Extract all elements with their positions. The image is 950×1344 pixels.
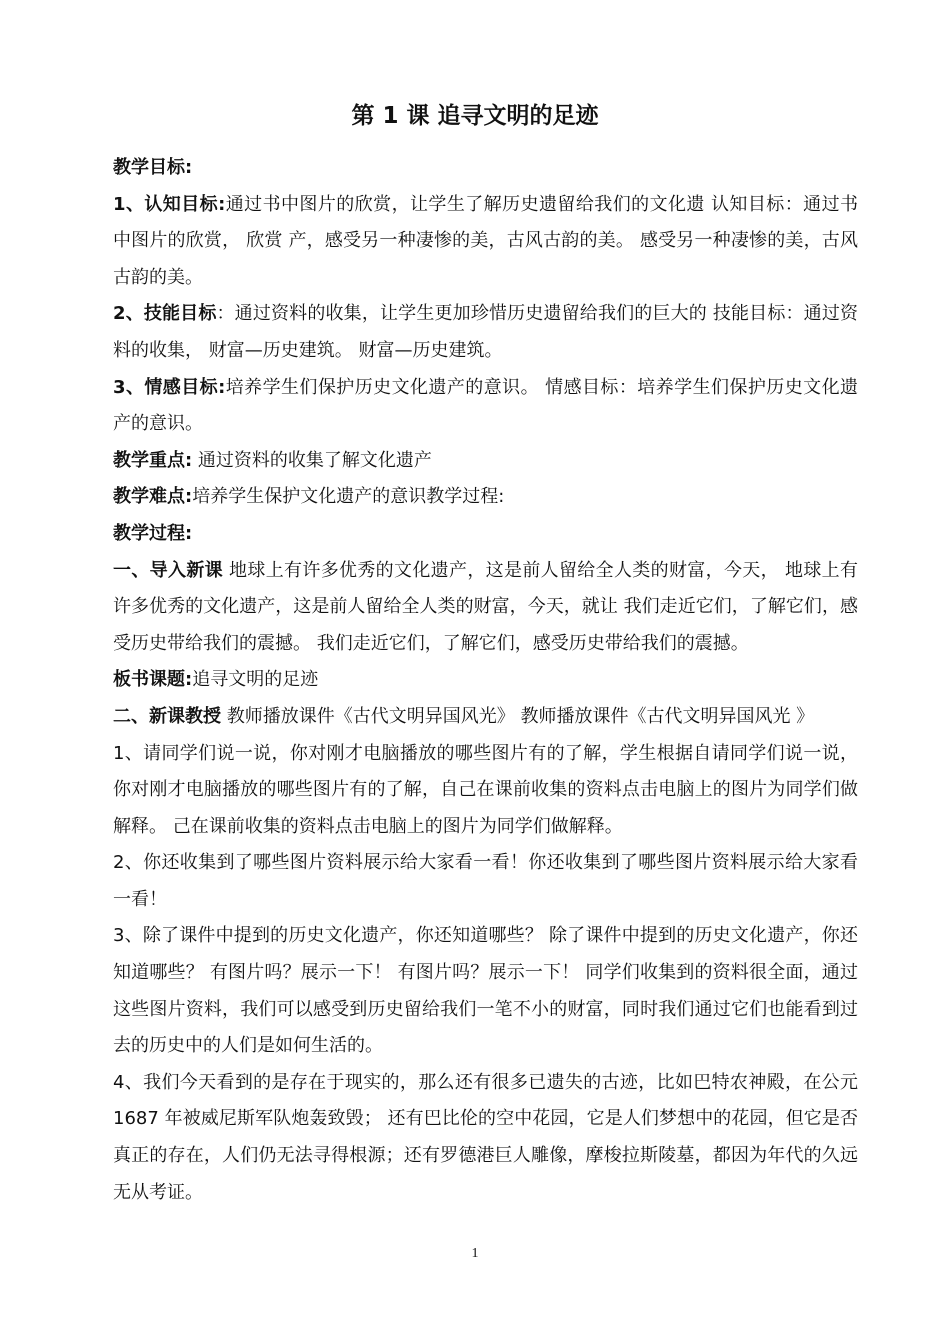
paragraph bbox=[113, 918, 858, 1064]
paragraph bbox=[113, 187, 858, 297]
paragraph-label: 教学过程: bbox=[113, 522, 193, 544]
paragraph bbox=[113, 479, 858, 516]
paragraph-text: 培养学生们保护历史文化遗产的意识。 情感目标：培养学生们保护历史文化遗产的意识。 bbox=[113, 376, 858, 435]
paragraph bbox=[113, 736, 858, 846]
paragraph-text: ：通过资料的收集，让学生更加珍惜历史遗留给我们的巨大的 技能目标：通过资料的收集， 财富—历史建筑。 财富—历史建筑。 bbox=[113, 303, 858, 361]
paragraph bbox=[113, 150, 858, 187]
lesson-body bbox=[113, 150, 858, 1211]
paragraph-label: 板书课题: bbox=[113, 669, 193, 691]
paragraph-label: 二、新课教授 bbox=[113, 705, 221, 727]
paragraph-text: 3、除了课件中提到的历史文化遗产，你还知道哪些？ 除了课件中提到的历史文化遗产，你还知道哪些？ 有图片吗？展示一下！ 有图片吗？展示一下！ 同学们收集到的资料很全面，通过这些图片资料，我们可以感受到历史留给我们一笔不小的财富，同时我们通过它们也能看到过去的历史中的人们是如何生活的。 bbox=[113, 925, 858, 1057]
paragraph-text: 地球上有许多优秀的文化遗产，这是前人留给全人类的财富，今天， 地球上有许多优秀的文化遗产，这是前人留给全人类的财富，今天，就让 我们走近它们，了解它们，感受历史带给我们的震撼。 我们走近它们，了解它们，感受历史带给我们的震撼。 bbox=[113, 559, 858, 654]
paragraph-text: 通过书中图片的欣赏，让学生了解历史遗留给我们的文化遗 认知目标：通过书中图片的欣赏， 欣赏 产，感受另一种凄惨的美，古风古韵的美。 感受另一种凄惨的美，古风古韵的美。 bbox=[113, 193, 858, 288]
paragraph-label: 3、情感目标: bbox=[113, 376, 226, 398]
paragraph bbox=[113, 699, 858, 736]
paragraph bbox=[113, 1065, 858, 1211]
paragraph-label: 教学重点: bbox=[113, 449, 193, 471]
paragraph bbox=[113, 516, 858, 553]
paragraph-text: 培养学生保护文化遗产的意识教学过程: bbox=[192, 486, 505, 508]
paragraph-label: 1、认知目标: bbox=[113, 193, 226, 215]
paragraph-text: 2、你还收集到了哪些图片资料展示给大家看一看！你还收集到了哪些图片资料展示给大家看一看！ bbox=[113, 852, 858, 910]
paragraph-text: 4、我们今天看到的是存在于现实的，那么还有很多已遗失的古迹，比如巴特农神殿，在公元 1687 年被威尼斯军队炮轰致毁； 还有巴比伦的空中花园，它是人们梦想中的花园，但它是否真正的存在，人们仍无法寻得根源；还有罗德港巨人雕像，摩梭拉斯陵墓，都因为年代的久远无从考证。 bbox=[113, 1071, 858, 1203]
paragraph-label: 一、导入新课 bbox=[113, 559, 223, 581]
paragraph-text: 1、请同学们说一说，你对刚才电脑播放的哪些图片有的了解，学生根据自请同学们说一说，你对刚才电脑播放的哪些图片有的了解，自己在课前收集的资料点击电脑上的图片为同学们做解释。 己在课前收集的资料点击电脑上的图片为同学们做解释。 bbox=[113, 742, 858, 837]
lesson-title: 第 1 课 追寻文明的足迹 bbox=[351, 103, 599, 129]
paragraph bbox=[113, 296, 858, 369]
paragraph-text: 追寻文明的足迹 bbox=[192, 669, 319, 691]
paragraph bbox=[113, 443, 858, 480]
paragraph-label: 教学目标: bbox=[113, 157, 193, 178]
paragraph bbox=[113, 845, 858, 918]
paragraph-text: 通过资料的收集了解文化遗产 bbox=[192, 449, 432, 471]
paragraph-text: 教师播放课件《古代文明异国风光》 教师播放课件《古代文明异国风光 》 bbox=[221, 705, 815, 727]
paragraph bbox=[113, 662, 858, 699]
page-number: 1 bbox=[471, 1246, 479, 1261]
paragraph-label: 教学难点: bbox=[113, 486, 193, 508]
paragraph bbox=[113, 370, 858, 443]
paragraph bbox=[113, 553, 858, 663]
paragraph-label: 2、技能目标 bbox=[113, 303, 217, 325]
